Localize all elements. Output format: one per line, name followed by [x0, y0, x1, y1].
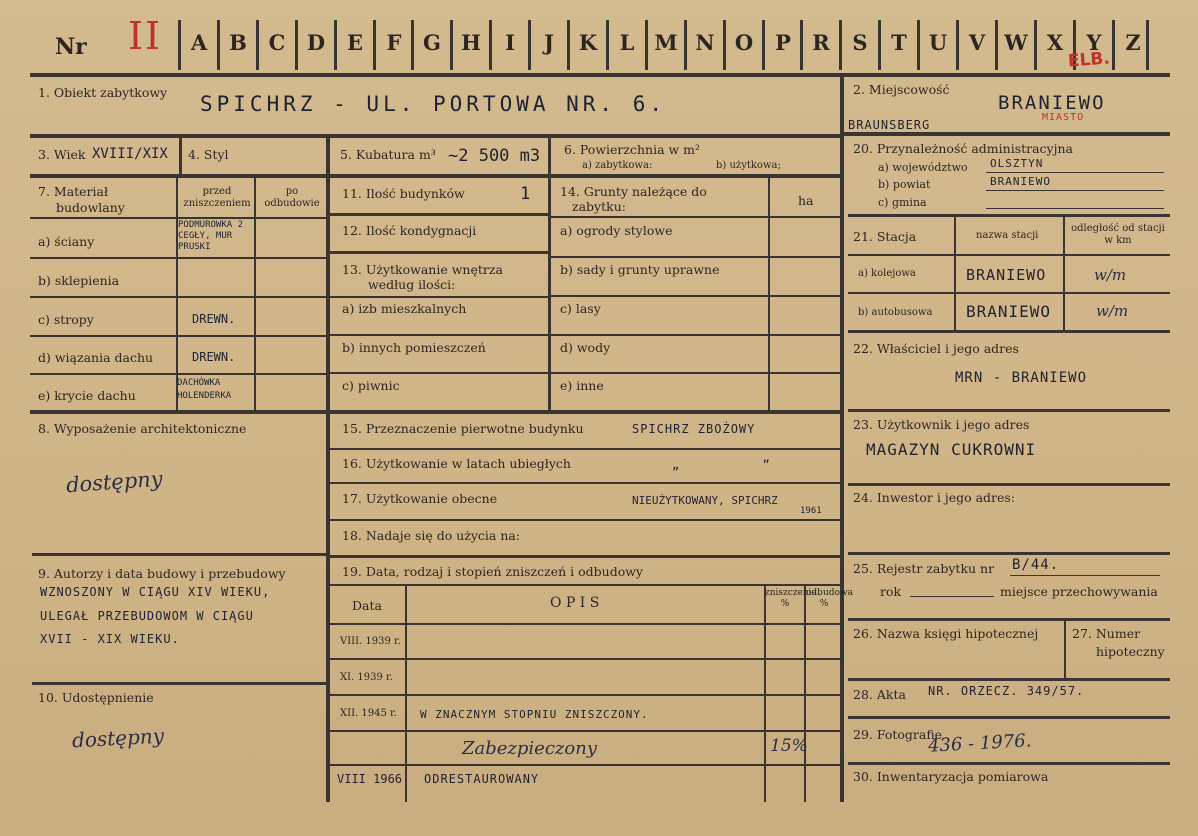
index-letter: V — [968, 30, 986, 55]
f28-value: NR. ORZECZ. 349/57. — [928, 684, 1085, 698]
rule — [954, 217, 956, 331]
left-column-rule — [326, 136, 330, 802]
f21-row-name: BRANIEWO — [966, 266, 1047, 284]
f29-label: 29. Fotografie — [853, 727, 943, 742]
rule — [330, 555, 842, 558]
f19-label: 19. Data, rodzaj i stopień zniszczeń i odbudowy — [342, 564, 643, 579]
rule — [30, 373, 327, 375]
f19-row-opis: ODRESTAUROWANY — [424, 772, 540, 786]
f20-b-value: BRANIEWO — [990, 175, 1051, 188]
f20-a-value: OLSZTYN — [990, 157, 1044, 170]
f25-label: 25. Rejestr zabytku nr — [853, 561, 995, 576]
rule — [330, 410, 842, 414]
f19-row-opis: Zabezpieczony — [462, 738, 597, 759]
f27-label-2: hipoteczny — [1096, 644, 1165, 659]
f21-col-name: nazwa stacji — [976, 230, 1039, 241]
rule — [848, 716, 1170, 719]
f7-row-before: DREWN. — [192, 350, 236, 364]
f2-label: 2. Miejscowość — [853, 82, 950, 97]
f13-row: b) innych pomieszczeń — [342, 340, 486, 355]
index-letter: M — [654, 30, 678, 55]
f7-row-label: c) stropy — [38, 312, 94, 327]
f2-note: MIASTO — [1042, 112, 1085, 123]
rule — [330, 448, 842, 450]
index-letter: U — [928, 30, 948, 55]
rule — [30, 217, 327, 219]
f19-row-pct: 15% — [770, 736, 808, 756]
rule — [179, 138, 182, 174]
rule — [550, 334, 840, 336]
f7-row-label: b) sklepienia — [38, 273, 120, 288]
f9-line: WZNOSZONY W CIĄGU XIV WIEKU, — [40, 585, 271, 599]
f30-label: 30. Inwentaryzacja pomiarowa — [853, 769, 1049, 784]
rule — [848, 762, 1170, 765]
rule — [30, 335, 327, 337]
f21-row-name: BRANIEWO — [966, 302, 1052, 321]
rule — [30, 410, 328, 414]
f11-value: 1 — [520, 184, 532, 204]
f22-value: MRN - BRANIEWO — [955, 370, 1088, 386]
rule — [30, 134, 842, 138]
f14-row: a) ogrody stylowe — [560, 223, 673, 238]
f8-label: 8. Wyposażenie architektoniczne — [38, 421, 247, 436]
f19-col-date: Data — [352, 598, 382, 613]
f13-row: c) piwnic — [342, 378, 400, 393]
f3-value: XVIII/XIX — [92, 146, 168, 162]
f15-value: SPICHRZ ZBOŻOWY — [632, 422, 756, 436]
rule — [32, 553, 328, 556]
index-letter: B — [229, 30, 247, 55]
f8-value: dostępny — [65, 466, 164, 498]
f2-value: BRANIEWO — [998, 92, 1106, 114]
rule — [330, 334, 548, 336]
f7-label-2: budowlany — [56, 200, 125, 215]
f19-row-opis: W ZNACZNYM STOPNIU ZNISZCZONY. — [420, 708, 649, 721]
f26-label: 26. Nazwa księgi hipotecznej — [853, 626, 1039, 641]
rule — [1010, 575, 1160, 576]
f7-row-before: DACHÓWKA HOLENDERKA — [177, 378, 232, 401]
f6-label: 6. Powierzchnia w m² — [564, 142, 701, 157]
f6-a: a) zabytkowa: — [582, 160, 653, 171]
nr-label: Nr — [55, 34, 87, 60]
f17-label: 17. Użytkowanie obecne — [342, 491, 498, 506]
rule — [1063, 217, 1065, 331]
f13-label: 13. Użytkowanie wnętrza — [342, 262, 503, 277]
f24-label: 24. Inwestor i jego adres: — [853, 490, 1016, 505]
rule — [330, 519, 842, 521]
rule — [986, 190, 1164, 191]
rule — [330, 764, 842, 766]
f13-label-2: według ilości: — [368, 277, 456, 292]
index-letter: Z — [1125, 30, 1141, 55]
index-letter: I — [505, 30, 515, 55]
f21-col-dist: odległość od stacji w km — [1071, 223, 1165, 246]
rule — [330, 658, 842, 660]
index-letter: H — [461, 30, 481, 55]
index-letter: X — [1046, 30, 1064, 55]
rule — [986, 172, 1164, 173]
f22-label: 22. Właściciel i jego adres — [853, 341, 1019, 356]
f17-value2: 1961 — [800, 506, 822, 516]
f10-value: dostępny — [71, 723, 165, 753]
f27-label: 27. Numer — [1072, 626, 1141, 641]
f14-row: d) wody — [560, 340, 611, 355]
f25-miejsce: miejsce przechowywania — [1000, 584, 1158, 599]
rule — [844, 132, 1170, 136]
f21-row-label: b) autobusowa — [858, 307, 933, 318]
f7-row-label: a) ściany — [38, 234, 95, 249]
rule — [550, 216, 840, 218]
f23-label: 23. Użytkownik i jego adres — [853, 417, 1030, 432]
index-letter: P — [775, 30, 791, 55]
f10-label: 10. Udostępnienie — [38, 690, 154, 705]
index-letter: W — [1004, 30, 1028, 55]
rule — [30, 174, 842, 178]
f7-row-before: PODMUROWKA 2 CEGŁY, MUR PRUSKI — [178, 220, 244, 252]
f21-row-dist: w/m — [1094, 266, 1127, 284]
rule — [848, 214, 1170, 217]
rule — [848, 552, 1170, 555]
rule — [330, 730, 842, 732]
rule — [550, 256, 840, 258]
f21-label: 21. Stacja — [853, 229, 917, 244]
index-letter: A — [190, 30, 208, 55]
f14-row: e) inne — [560, 378, 604, 393]
rule — [848, 409, 1170, 412]
f20-a: a) województwo — [878, 161, 968, 174]
f19-col-opis: O P I S — [550, 595, 600, 611]
f14-unit: ha — [798, 193, 814, 208]
f6-b: b) użytkowa; — [716, 160, 781, 171]
stamp-mark: ELB. — [1067, 48, 1111, 72]
f1-value: SPICHRZ - UL. PORTOWA NR. 6. — [200, 92, 667, 116]
rule — [764, 584, 766, 802]
f19-row-date: XII. 1945 r. — [340, 708, 397, 719]
index-letter: E — [346, 30, 363, 55]
index-letter: L — [619, 30, 635, 55]
f7-label: 7. Materiał — [38, 184, 109, 199]
rule — [910, 596, 994, 597]
f17-value: NIEUŻYTKOWANY, SPICHRZ — [632, 494, 778, 507]
f15-label: 15. Przeznaczenie pierwotne budynku — [342, 421, 584, 436]
rule — [32, 682, 328, 685]
f21-row-dist: w/m — [1096, 302, 1129, 320]
f14-row: c) lasy — [560, 301, 601, 316]
index-letter: D — [306, 30, 326, 55]
rule — [1064, 620, 1066, 680]
rule — [768, 178, 770, 410]
rule — [330, 251, 548, 254]
rule — [848, 330, 1170, 333]
f18-label: 18. Nadaje się do użycia na: — [342, 528, 521, 543]
rule — [330, 372, 548, 374]
index-letter: N — [695, 30, 715, 55]
rule — [330, 694, 842, 696]
index-letter: Y — [1086, 30, 1102, 55]
f14-label-2: zabytku: — [572, 199, 626, 214]
f23-value: MAGAZYN CUKROWNI — [866, 440, 1037, 459]
index-letter: G — [423, 30, 441, 55]
rule — [986, 208, 1164, 209]
f13-row: a) izb mieszkalnych — [342, 301, 467, 316]
f19-row-date: XI. 1939 r. — [340, 672, 393, 683]
rule — [30, 257, 327, 259]
f7-col-before: przed zniszczeniem — [183, 186, 251, 209]
letter-separator — [1146, 20, 1149, 70]
f14-label: 14. Grunty należące do — [560, 184, 707, 199]
f16-value: „ ” — [672, 458, 771, 472]
index-letter: F — [386, 30, 402, 55]
rule — [548, 138, 551, 410]
index-letter: K — [578, 30, 598, 55]
rule — [550, 295, 840, 297]
f28-label: 28. Akta — [853, 687, 906, 702]
f29-value: 436 - 1976. — [927, 730, 1032, 757]
f9-label: 9. Autorzy i data budowy i przebudowy — [38, 566, 286, 581]
f4-label: 4. Styl — [188, 147, 229, 162]
f7-row-before: DREWN. — [192, 312, 236, 326]
index-letter: O — [734, 30, 754, 55]
f9-line: ULEGAŁ PRZEBUDOWOM W CIĄGU — [40, 609, 254, 623]
f19-row-date: VIII 1966 — [337, 772, 403, 786]
rule — [848, 254, 1170, 256]
rule — [30, 296, 327, 298]
f20-b: b) powiat — [878, 178, 931, 191]
f2-value2: BRAUNSBERG — [848, 118, 931, 132]
index-letter: J — [544, 30, 554, 55]
rule — [330, 213, 548, 216]
rule — [848, 292, 1170, 294]
f5-value: ~2 500 m3 — [448, 146, 541, 166]
index-letter: T — [891, 30, 907, 55]
index-letter: S — [852, 30, 868, 55]
rule — [848, 678, 1170, 681]
f25-rok: rok — [880, 584, 902, 599]
f16-label: 16. Użytkowanie w latach ubiegłych — [342, 456, 571, 471]
f5-label: 5. Kubatura m³ — [340, 147, 436, 162]
rule — [848, 618, 1170, 621]
rule — [848, 483, 1170, 486]
f11-label: 11. Ilość budynków — [342, 186, 465, 201]
rule — [804, 584, 806, 802]
f1-label: 1. Obiekt zabytkowy — [38, 85, 168, 100]
f3-label: 3. Wiek — [38, 147, 86, 162]
f19-col-zn: zniszczenia % — [765, 588, 817, 609]
f19-col-od: odbudowa % — [806, 588, 853, 609]
f7-row-label: e) krycie dachu — [38, 388, 136, 403]
rule — [330, 482, 842, 484]
index-letter: R — [812, 30, 830, 55]
nr-value: II — [128, 14, 163, 58]
f19-row-date: VIII. 1939 r. — [340, 636, 401, 647]
rule — [405, 584, 407, 802]
f9-line: XVII - XIX WIEKU. — [40, 632, 180, 646]
f25-value: B/44. — [1012, 557, 1060, 573]
f20-label: 20. Przynależność administracyjna — [853, 141, 1073, 156]
f7-row-label: d) wiązania dachu — [38, 350, 154, 365]
f21-row-label: a) kolejowa — [858, 268, 916, 279]
f12-label: 12. Ilość kondygnacji — [342, 223, 477, 238]
rule — [550, 372, 840, 374]
rule — [330, 296, 548, 298]
header-rule — [30, 73, 1170, 77]
rule — [330, 623, 842, 625]
f7-col-after: po odbudowie — [264, 186, 320, 209]
index-letter: C — [268, 30, 286, 55]
f20-c: c) gmina — [878, 196, 927, 209]
f14-row: b) sady i grunty uprawne — [560, 262, 720, 277]
